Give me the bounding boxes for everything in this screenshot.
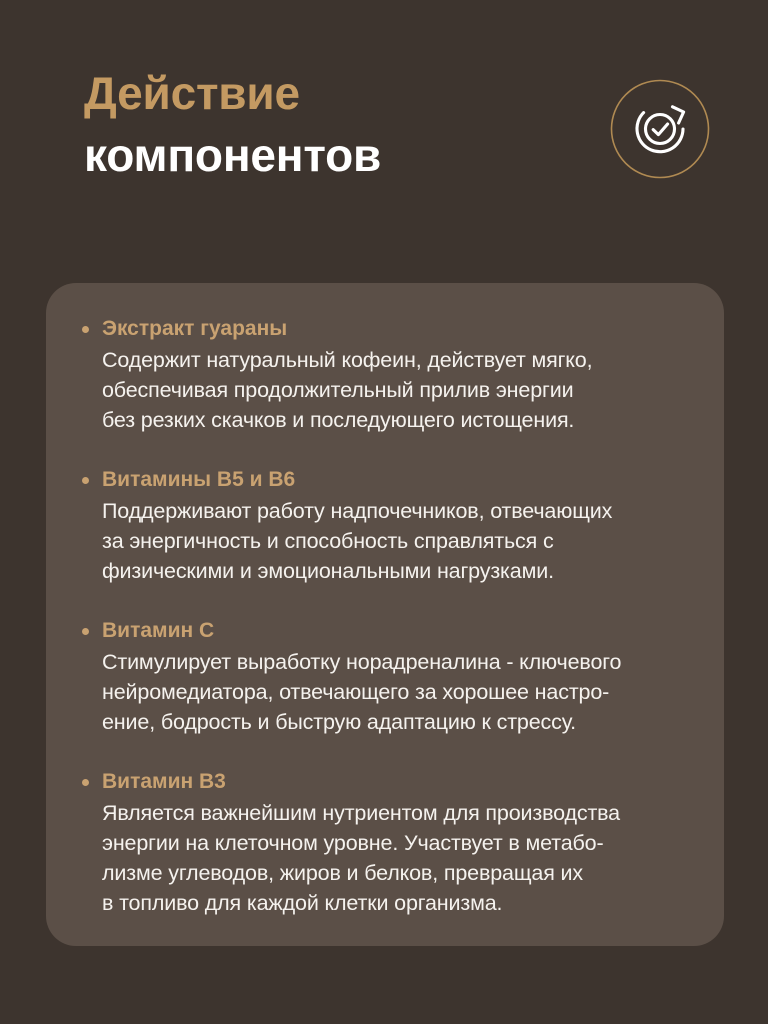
body-line: физическими и эмоциональными нагрузками. [102, 559, 554, 583]
list-item-heading [76, 768, 694, 796]
page-title [84, 62, 554, 186]
bullet-icon [82, 326, 89, 333]
list-item-heading [76, 315, 694, 343]
page-title-line-1: Действие [84, 67, 300, 119]
page-title-line-2: компонентов [84, 129, 382, 181]
list-item-heading-text: Витамин C [102, 619, 215, 642]
list-item-body [76, 647, 694, 737]
header [0, 0, 768, 240]
body-line: ение, бодрость и быструю адаптацию к стрессу. [102, 710, 576, 734]
refresh-check-icon [610, 79, 710, 179]
body-line: за энергичность и способность справляться с [102, 529, 554, 553]
list-item-body [76, 798, 694, 918]
list-item-body [76, 345, 694, 435]
list-item-body [76, 496, 694, 586]
bullet-icon [82, 477, 89, 484]
body-line: лизме углеводов, жиров и белков, превращая их [102, 861, 583, 885]
body-line: энергии на клеточном уровне. Участвует в метабо- [102, 831, 604, 855]
body-line: обеспечивая продолжительный прилив энергии [102, 378, 574, 402]
list-item-heading-text: Экстракт гуараны [102, 317, 288, 340]
body-line: Стимулирует выработку норадреналина - ключевого [102, 650, 622, 674]
body-line: Содержит натуральный кофеин, действует мягко, [102, 348, 593, 372]
body-line: Является важнейшим нутриентом для производства [102, 801, 620, 825]
component-list [76, 315, 694, 918]
list-item [76, 466, 694, 586]
components-card [46, 283, 724, 946]
bullet-icon [82, 628, 89, 635]
list-item-heading [76, 617, 694, 645]
list-item-heading-text: Витамин B3 [102, 770, 226, 793]
list-item-heading [76, 466, 694, 494]
list-item [76, 315, 694, 435]
list-item-heading-text: Витамины B5 и B6 [102, 468, 296, 491]
body-line: Поддерживают работу надпочечников, отвечающих [102, 499, 613, 523]
body-line: в топливо для каждой клетки организма. [102, 891, 503, 915]
body-line: без резких скачков и последующего истощения. [102, 408, 575, 432]
list-item [76, 768, 694, 918]
list-item [76, 617, 694, 737]
body-line: нейромедиатора, отвечающего за хорошее настро- [102, 680, 610, 704]
bullet-icon [82, 779, 89, 786]
